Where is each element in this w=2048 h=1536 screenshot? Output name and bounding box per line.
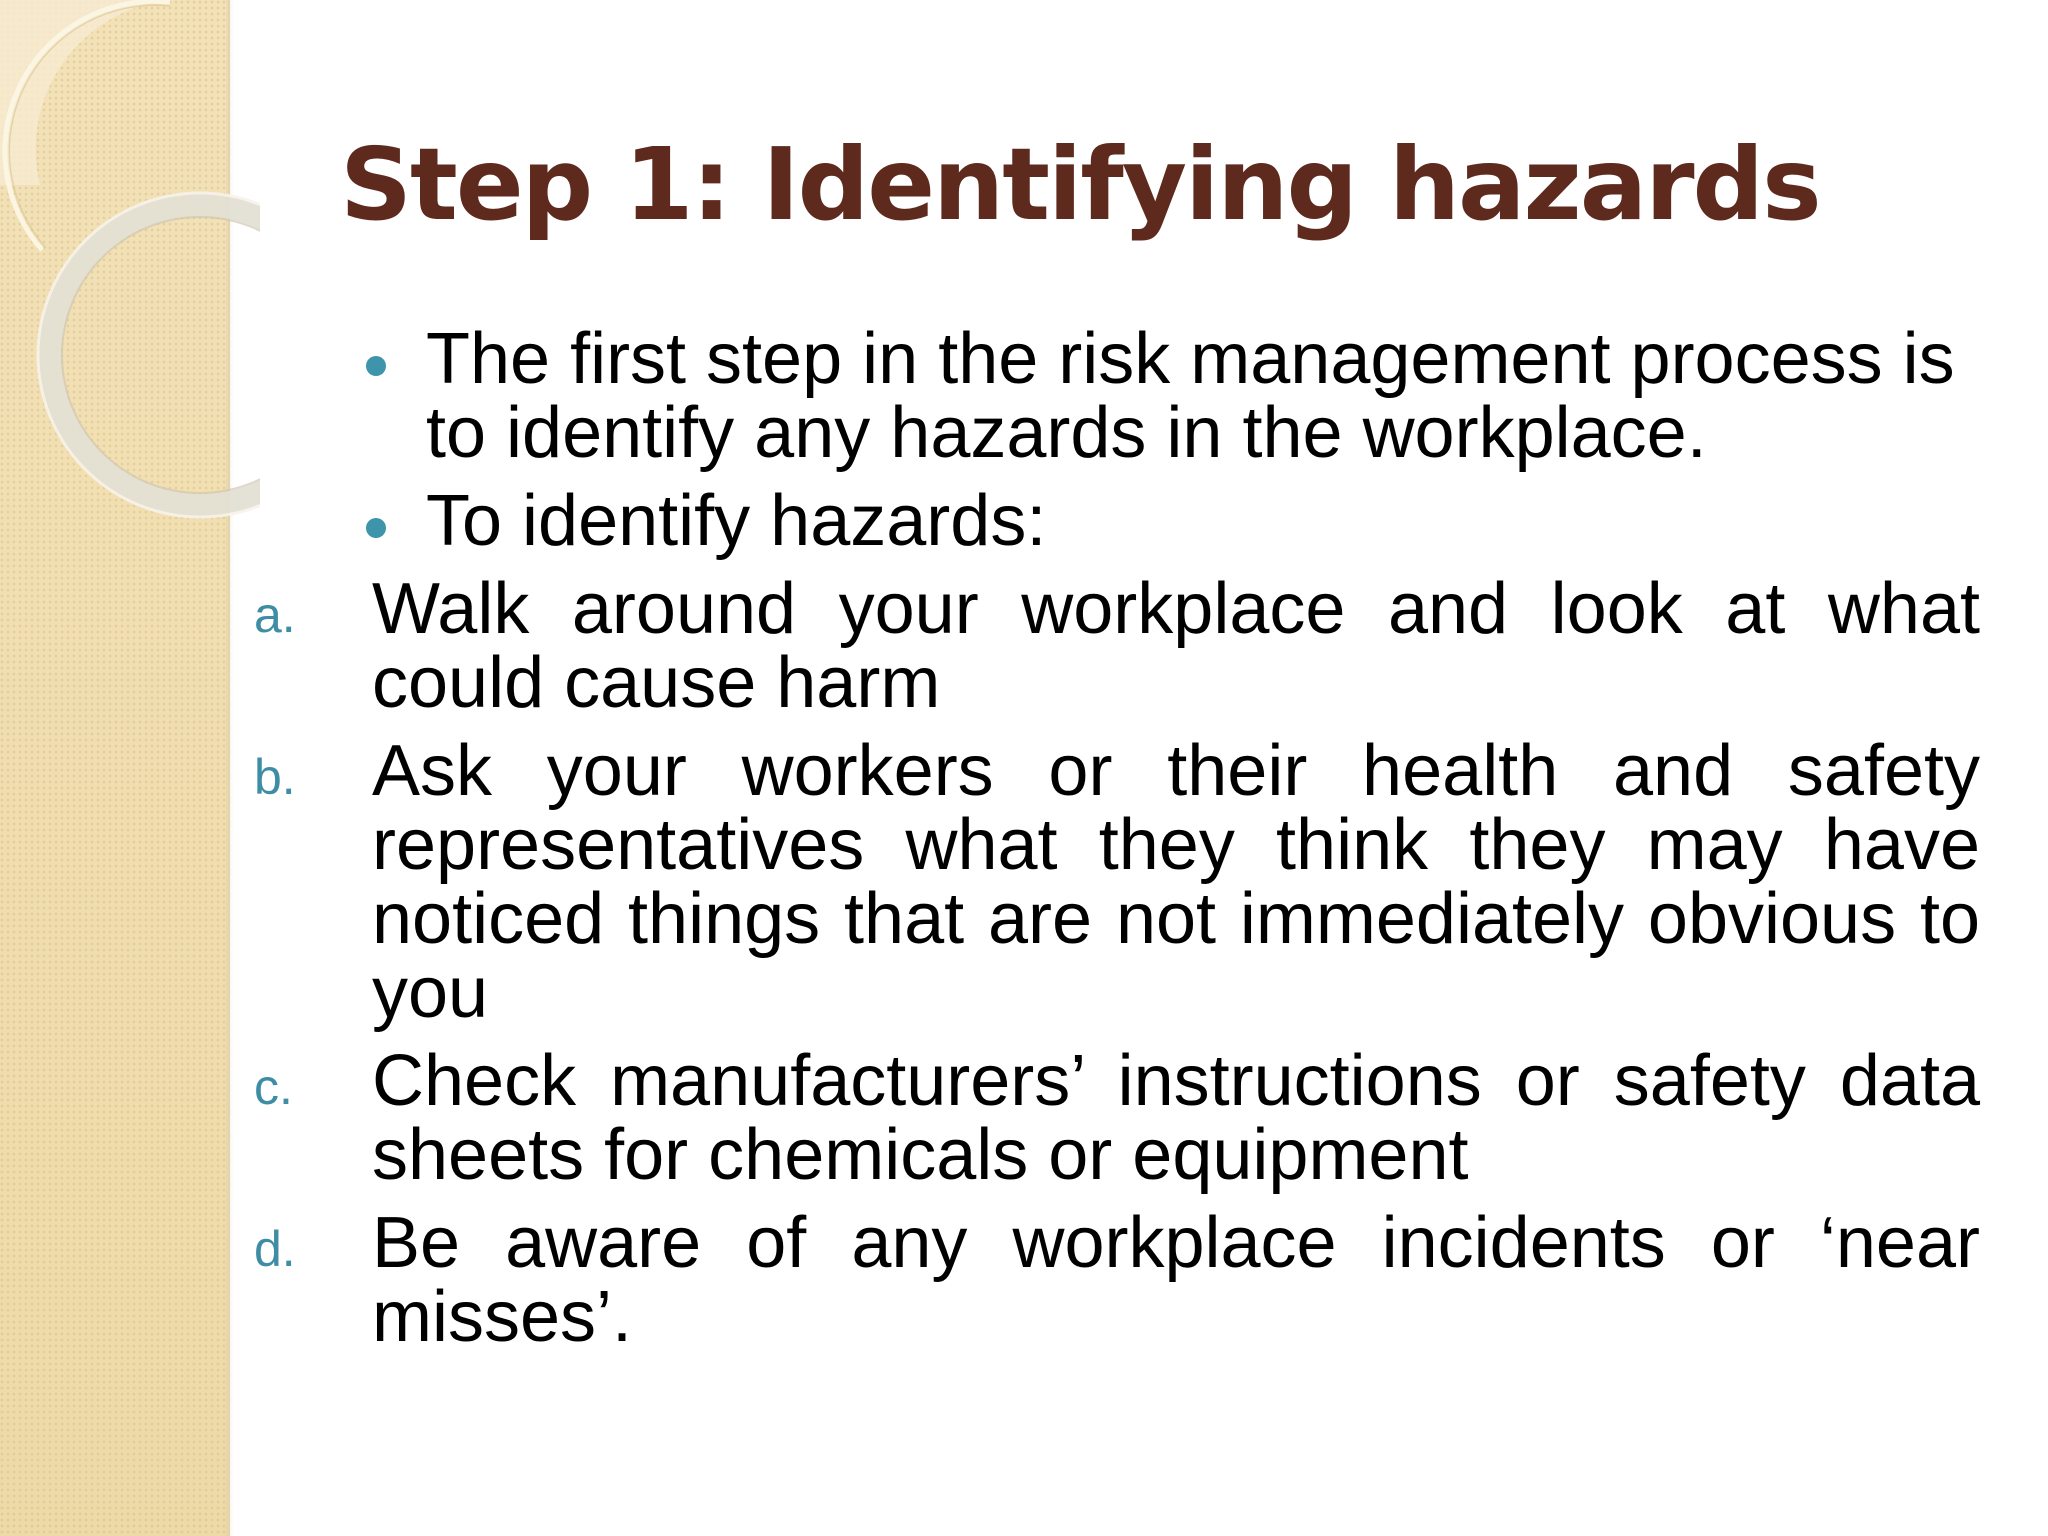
bullet-text: The first step in the risk management process is to identify any hazards in the workplace. bbox=[426, 319, 1955, 473]
list-item-c bbox=[254, 1041, 1980, 1195]
list-item-d bbox=[254, 1203, 1980, 1357]
list-marker: a. bbox=[254, 587, 296, 643]
list-item-a bbox=[254, 569, 1980, 723]
list-text: Walk around your workplace and look at what could cause harm bbox=[372, 569, 1980, 723]
list-text: Be aware of any workplace incidents or ‘near misses’. bbox=[372, 1203, 1980, 1357]
bullet-dot-icon bbox=[366, 518, 386, 538]
list-text: Ask your workers or their health and safety representatives what they think they may have noticed things that are not immediately obvious to you bbox=[372, 731, 1980, 1033]
list-marker: d. bbox=[254, 1221, 296, 1277]
slide-body bbox=[254, 319, 1980, 1368]
list-text: Check manufacturers’ instructions or safety data sheets for chemicals or equipment bbox=[372, 1041, 1980, 1195]
list-marker: c. bbox=[254, 1059, 293, 1115]
slide-title: Step 1: Identifying hazards bbox=[340, 126, 1820, 243]
bullet-text: To identify hazards: bbox=[426, 481, 1047, 561]
bullet-item bbox=[340, 319, 1980, 473]
decorative-circles-icon bbox=[0, 0, 260, 520]
bullet-item bbox=[340, 481, 1980, 561]
bullet-dot-icon bbox=[366, 356, 386, 376]
list-item-b bbox=[254, 731, 1980, 1033]
list-marker: b. bbox=[254, 749, 296, 805]
